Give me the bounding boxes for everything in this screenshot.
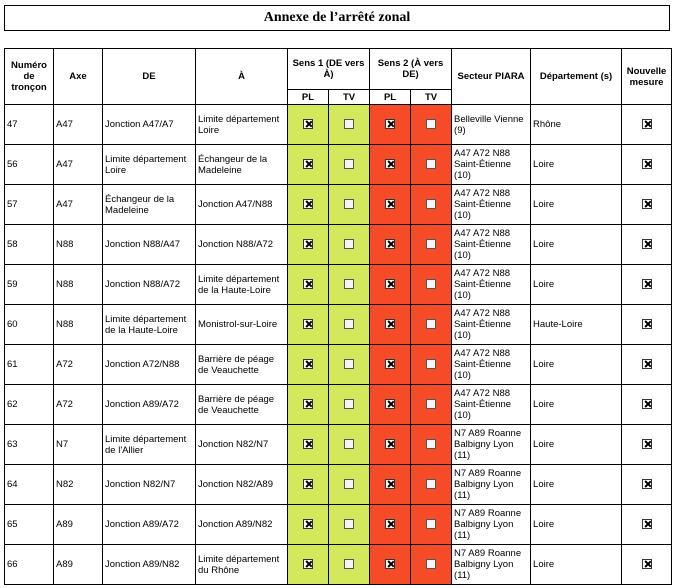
sens1-tv-checkbox[interactable] xyxy=(344,279,354,289)
header-s2-tv: TV xyxy=(411,90,452,105)
sens1-tv-cell xyxy=(329,505,370,545)
cell-numero: 65 xyxy=(5,505,54,545)
nouvelle-mesure-checkbox[interactable] xyxy=(642,239,652,249)
table-row xyxy=(5,465,672,505)
cell-axe: N88 xyxy=(54,265,103,305)
cell-a: Barrière de péage de Veauchette xyxy=(196,385,288,425)
sens2-tv-cell xyxy=(411,385,452,425)
cell-axe: N7 xyxy=(54,425,103,465)
sens2-pl-cell xyxy=(370,265,411,305)
sens1-pl-cell xyxy=(288,145,329,185)
sens2-tv-checkbox[interactable] xyxy=(426,359,436,369)
sens1-pl-checkbox[interactable] xyxy=(303,519,313,529)
sens1-tv-checkbox[interactable] xyxy=(344,399,354,409)
sens2-tv-checkbox[interactable] xyxy=(426,439,436,449)
header-secteur: Secteur PIARA xyxy=(452,49,531,105)
cell-a: Monistrol-sur-Loire xyxy=(196,305,288,345)
cell-axe: A89 xyxy=(54,505,103,545)
cell-secteur: N7 A89 Roanne Balbigny Lyon (11) xyxy=(452,505,531,545)
sens1-tv-checkbox[interactable] xyxy=(344,559,354,569)
cell-departement: Loire xyxy=(531,385,622,425)
sens1-tv-checkbox[interactable] xyxy=(344,159,354,169)
cell-a: Jonction A47/N88 xyxy=(196,185,288,225)
cell-numero: 62 xyxy=(5,385,54,425)
cell-numero: 66 xyxy=(5,545,54,585)
table-row xyxy=(5,505,672,545)
cell-axe: N88 xyxy=(54,225,103,265)
table-row xyxy=(5,265,672,305)
sens2-tv-cell xyxy=(411,425,452,465)
sens1-pl-cell xyxy=(288,545,329,585)
nouvelle-mesure-cell xyxy=(622,345,672,385)
sens1-pl-cell xyxy=(288,505,329,545)
cell-departement: Loire xyxy=(531,465,622,505)
cell-numero: 57 xyxy=(5,185,54,225)
cell-departement: Loire xyxy=(531,545,622,585)
cell-de: Limite département Loire xyxy=(103,145,196,185)
cell-numero: 63 xyxy=(5,425,54,465)
sens2-pl-cell xyxy=(370,425,411,465)
sens1-tv-cell xyxy=(329,545,370,585)
sens2-pl-checkbox[interactable] xyxy=(385,399,395,409)
cell-numero: 59 xyxy=(5,265,54,305)
cell-a: Limite département Loire xyxy=(196,105,288,145)
cell-numero: 61 xyxy=(5,345,54,385)
sens1-pl-checkbox[interactable] xyxy=(303,199,313,209)
sens1-tv-checkbox[interactable] xyxy=(344,359,354,369)
cell-a: Jonction A89/N82 xyxy=(196,505,288,545)
cell-secteur: Belleville Vienne (9) xyxy=(452,105,531,145)
cell-secteur: A47 A72 N88 Saint-Étienne (10) xyxy=(452,385,531,425)
cell-de: Jonction A89/A72 xyxy=(103,505,196,545)
sens2-tv-checkbox[interactable] xyxy=(426,399,436,409)
sens1-tv-cell xyxy=(329,225,370,265)
sens2-pl-cell xyxy=(370,545,411,585)
nouvelle-mesure-checkbox[interactable] xyxy=(642,359,652,369)
cell-a: Jonction N82/A89 xyxy=(196,465,288,505)
sens2-pl-checkbox[interactable] xyxy=(385,439,395,449)
nouvelle-mesure-cell xyxy=(622,145,672,185)
sens2-pl-cell xyxy=(370,505,411,545)
table-row xyxy=(5,105,672,145)
sens2-pl-checkbox[interactable] xyxy=(385,319,395,329)
cell-secteur: N7 A89 Roanne Balbigny Lyon (11) xyxy=(452,425,531,465)
sens2-pl-cell xyxy=(370,185,411,225)
sens1-tv-checkbox[interactable] xyxy=(344,519,354,529)
cell-secteur: A47 A72 N88 Saint-Étienne (10) xyxy=(452,145,531,185)
sens2-pl-checkbox[interactable] xyxy=(385,559,395,569)
sens1-pl-checkbox[interactable] xyxy=(303,559,313,569)
sens2-tv-checkbox[interactable] xyxy=(426,279,436,289)
cell-secteur: A47 A72 N88 Saint-Étienne (10) xyxy=(452,225,531,265)
sens2-tv-cell xyxy=(411,105,452,145)
sens2-tv-cell xyxy=(411,305,452,345)
sens2-tv-checkbox[interactable] xyxy=(426,159,436,169)
cell-de: Jonction N82/N7 xyxy=(103,465,196,505)
sens2-pl-checkbox[interactable] xyxy=(385,479,395,489)
cell-departement: Rhône xyxy=(531,105,622,145)
cell-secteur: A47 A72 N88 Saint-Étienne (10) xyxy=(452,185,531,225)
sens2-tv-cell xyxy=(411,505,452,545)
nouvelle-mesure-cell xyxy=(622,505,672,545)
cell-de: Jonction A89/A72 xyxy=(103,385,196,425)
sens1-pl-cell xyxy=(288,185,329,225)
sens2-tv-cell xyxy=(411,265,452,305)
sens1-tv-checkbox[interactable] xyxy=(344,479,354,489)
cell-de: Jonction A47/A7 xyxy=(103,105,196,145)
nouvelle-mesure-checkbox[interactable] xyxy=(642,279,652,289)
sens1-pl-checkbox[interactable] xyxy=(303,359,313,369)
cell-de: Jonction A72/N88 xyxy=(103,345,196,385)
sens2-tv-checkbox[interactable] xyxy=(426,559,436,569)
cell-de: Limite département de la Haute-Loire xyxy=(103,305,196,345)
nouvelle-mesure-checkbox[interactable] xyxy=(642,439,652,449)
sens2-tv-cell xyxy=(411,345,452,385)
table-row xyxy=(5,145,672,185)
cell-numero: 47 xyxy=(5,105,54,145)
sens2-pl-cell xyxy=(370,145,411,185)
nouvelle-mesure-cell xyxy=(622,185,672,225)
header-a: À xyxy=(196,49,288,105)
nouvelle-mesure-checkbox[interactable] xyxy=(642,159,652,169)
sens1-pl-checkbox[interactable] xyxy=(303,319,313,329)
cell-departement: Loire xyxy=(531,185,622,225)
sens1-pl-cell xyxy=(288,305,329,345)
sens1-tv-checkbox[interactable] xyxy=(344,199,354,209)
sens1-pl-checkbox[interactable] xyxy=(303,119,313,129)
cell-a: Limite département du Rhône xyxy=(196,545,288,585)
header-de: DE xyxy=(103,49,196,105)
table-row xyxy=(5,425,672,465)
cell-numero: 56 xyxy=(5,145,54,185)
cell-secteur: N7 A89 Roanne Balbigny Lyon (11) xyxy=(452,545,531,585)
cell-a: Barrière de péage de Veauchette xyxy=(196,345,288,385)
sens2-pl-cell xyxy=(370,105,411,145)
cell-numero: 60 xyxy=(5,305,54,345)
sens1-tv-checkbox[interactable] xyxy=(344,119,354,129)
cell-a: Limite département de la Haute-Loire xyxy=(196,265,288,305)
sens1-pl-checkbox[interactable] xyxy=(303,439,313,449)
cell-de: Échangeur de la Madeleine xyxy=(103,185,196,225)
cell-a: Jonction N88/A72 xyxy=(196,225,288,265)
cell-departement: Loire xyxy=(531,425,622,465)
cell-de: Jonction A89/N82 xyxy=(103,545,196,585)
sens1-pl-cell xyxy=(288,345,329,385)
cell-axe: N88 xyxy=(54,305,103,345)
sens2-pl-checkbox[interactable] xyxy=(385,239,395,249)
nouvelle-mesure-cell xyxy=(622,105,672,145)
cell-secteur: A47 A72 N88 Saint-Étienne (10) xyxy=(452,345,531,385)
sens1-tv-cell xyxy=(329,265,370,305)
header-numero: Numéro de tronçon xyxy=(5,49,54,105)
cell-numero: 64 xyxy=(5,465,54,505)
sens1-tv-cell xyxy=(329,425,370,465)
table-row xyxy=(5,225,672,265)
sens1-tv-cell xyxy=(329,105,370,145)
table-row xyxy=(5,545,672,585)
sens1-pl-checkbox[interactable] xyxy=(303,399,313,409)
sens1-pl-checkbox[interactable] xyxy=(303,279,313,289)
sens1-pl-cell xyxy=(288,225,329,265)
cell-numero: 58 xyxy=(5,225,54,265)
cell-axe: A72 xyxy=(54,345,103,385)
table-body xyxy=(5,105,672,585)
nouvelle-mesure-cell xyxy=(622,305,672,345)
sens2-pl-cell xyxy=(370,225,411,265)
header-sens1: Sens 1 (DE vers À) xyxy=(288,49,370,90)
sens2-pl-checkbox[interactable] xyxy=(385,519,395,529)
sens2-tv-checkbox[interactable] xyxy=(426,239,436,249)
sens2-pl-checkbox[interactable] xyxy=(385,199,395,209)
cell-axe: A72 xyxy=(54,385,103,425)
cell-departement: Loire xyxy=(531,505,622,545)
nouvelle-mesure-checkbox[interactable] xyxy=(642,319,652,329)
cell-axe: A89 xyxy=(54,545,103,585)
sens1-pl-checkbox[interactable] xyxy=(303,479,313,489)
nouvelle-mesure-cell xyxy=(622,545,672,585)
table-row xyxy=(5,305,672,345)
sens2-tv-checkbox[interactable] xyxy=(426,119,436,129)
sens1-tv-cell xyxy=(329,385,370,425)
sens2-tv-checkbox[interactable] xyxy=(426,519,436,529)
sens2-pl-cell xyxy=(370,305,411,345)
nouvelle-mesure-checkbox[interactable] xyxy=(642,399,652,409)
header-departement: Département (s) xyxy=(531,49,622,105)
cell-secteur: A47 A72 N88 Saint-Étienne (10) xyxy=(452,265,531,305)
sens2-tv-checkbox[interactable] xyxy=(426,199,436,209)
sens2-tv-cell xyxy=(411,545,452,585)
cell-de: Limite département de l'Allier xyxy=(103,425,196,465)
sens1-pl-cell xyxy=(288,265,329,305)
sens1-tv-checkbox[interactable] xyxy=(344,239,354,249)
sens2-tv-checkbox[interactable] xyxy=(426,479,436,489)
nouvelle-mesure-checkbox[interactable] xyxy=(642,559,652,569)
cell-axe: N82 xyxy=(54,465,103,505)
cell-departement: Haute-Loire xyxy=(531,305,622,345)
table-row xyxy=(5,345,672,385)
sens2-pl-checkbox[interactable] xyxy=(385,159,395,169)
nouvelle-mesure-checkbox[interactable] xyxy=(642,119,652,129)
cell-axe: A47 xyxy=(54,105,103,145)
sens1-tv-cell xyxy=(329,185,370,225)
header-sens2: Sens 2 (À vers DE) xyxy=(370,49,452,90)
sens2-tv-checkbox[interactable] xyxy=(426,319,436,329)
header-s1-pl: PL xyxy=(288,90,329,105)
sens1-tv-cell xyxy=(329,345,370,385)
nouvelle-mesure-checkbox[interactable] xyxy=(642,519,652,529)
cell-departement: Loire xyxy=(531,345,622,385)
cell-departement: Loire xyxy=(531,225,622,265)
sens2-pl-checkbox[interactable] xyxy=(385,359,395,369)
sens2-pl-cell xyxy=(370,345,411,385)
sens2-tv-cell xyxy=(411,465,452,505)
header-axe: Axe xyxy=(54,49,103,105)
sens2-pl-checkbox[interactable] xyxy=(385,279,395,289)
nouvelle-mesure-checkbox[interactable] xyxy=(642,479,652,489)
table-row xyxy=(5,385,672,425)
nouvelle-mesure-cell xyxy=(622,385,672,425)
sens2-tv-cell xyxy=(411,185,452,225)
cell-de: Jonction N88/A72 xyxy=(103,265,196,305)
cell-axe: A47 xyxy=(54,185,103,225)
sens1-tv-cell xyxy=(329,145,370,185)
sens1-tv-cell xyxy=(329,465,370,505)
sens2-pl-cell xyxy=(370,385,411,425)
sens1-tv-checkbox[interactable] xyxy=(344,319,354,329)
sens1-pl-checkbox[interactable] xyxy=(303,159,313,169)
nouvelle-mesure-checkbox[interactable] xyxy=(642,199,652,209)
nouvelle-mesure-cell xyxy=(622,425,672,465)
sens1-tv-checkbox[interactable] xyxy=(344,439,354,449)
measures-table xyxy=(4,48,672,585)
cell-axe: A47 xyxy=(54,145,103,185)
cell-departement: Loire xyxy=(531,145,622,185)
sens2-pl-checkbox[interactable] xyxy=(385,119,395,129)
sens1-pl-cell xyxy=(288,425,329,465)
sens2-tv-cell xyxy=(411,145,452,185)
header-nouvelle: Nouvelle mesure xyxy=(622,49,672,105)
cell-secteur: A47 A72 N88 Saint-Étienne (10) xyxy=(452,305,531,345)
nouvelle-mesure-cell xyxy=(622,225,672,265)
sens1-tv-cell xyxy=(329,305,370,345)
sens1-pl-checkbox[interactable] xyxy=(303,239,313,249)
header-s2-pl: PL xyxy=(370,90,411,105)
header-s1-tv: TV xyxy=(329,90,370,105)
cell-departement: Loire xyxy=(531,265,622,305)
sens2-tv-cell xyxy=(411,225,452,265)
cell-secteur: N7 A89 Roanne Balbigny Lyon (11) xyxy=(452,465,531,505)
table-row xyxy=(5,185,672,225)
cell-a: Échangeur de la Madeleine xyxy=(196,145,288,185)
sens1-pl-cell xyxy=(288,465,329,505)
cell-a: Jonction N82/N7 xyxy=(196,425,288,465)
sens1-pl-cell xyxy=(288,105,329,145)
nouvelle-mesure-cell xyxy=(622,465,672,505)
nouvelle-mesure-cell xyxy=(622,265,672,305)
sens2-pl-cell xyxy=(370,465,411,505)
sens1-pl-cell xyxy=(288,385,329,425)
cell-de: Jonction N88/A47 xyxy=(103,225,196,265)
page-title: Annexe de l’arrêté zonal xyxy=(4,5,670,31)
